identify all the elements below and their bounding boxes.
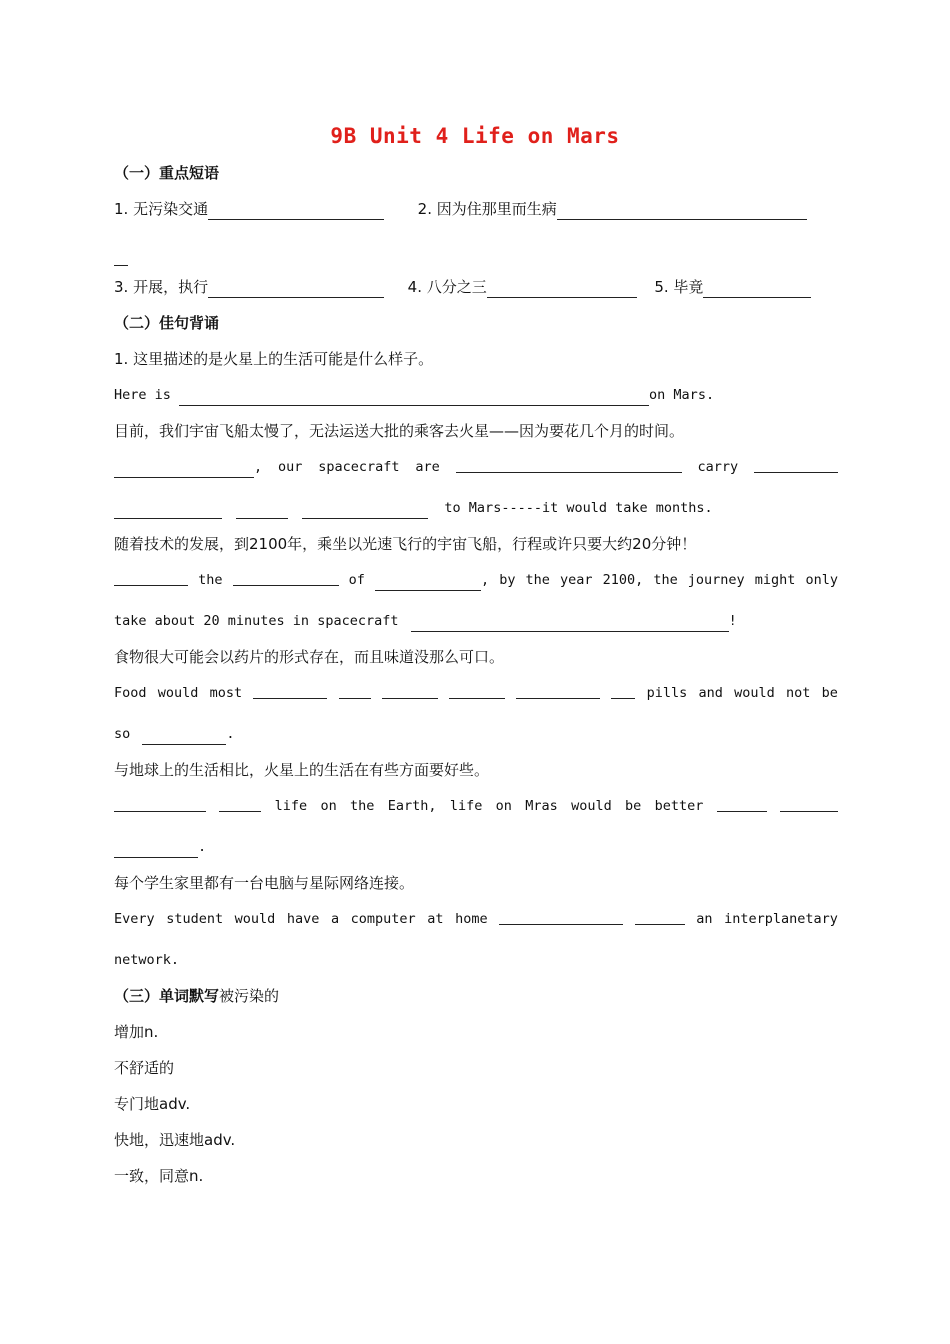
s5-text-g: Mras — [525, 798, 558, 814]
s6-text-h: home — [455, 911, 488, 927]
s4-blank-7[interactable] — [142, 728, 226, 745]
s5-text-i: be — [625, 798, 642, 814]
s4-text-f: would — [734, 685, 775, 701]
s6-blank-1[interactable] — [499, 908, 623, 925]
sentence-2-cn: 目前，我们宇宙飞船太慢了，无法运送大批的乘客去火星——因为要花几个月的时间。 — [114, 422, 685, 440]
phrase-1-label: 1. 无污染交通 — [114, 200, 209, 218]
s2-blank-6[interactable] — [302, 502, 428, 519]
phrase-4-blank[interactable] — [487, 281, 637, 298]
s2-text-f: to Mars-----it would take months. — [444, 500, 713, 516]
sentence-3-en-line1 — [114, 569, 838, 591]
s5-text-b: on — [320, 798, 337, 814]
sentence-3-cn: 随着技术的发展，到2100年，乘坐以光速飞行的宇宙飞船，行程或许只要大约20分钟！ — [114, 535, 697, 553]
phrase-1-blank[interactable] — [208, 203, 384, 220]
s4-text-b: would — [157, 685, 199, 701]
s5-blank-2[interactable] — [219, 795, 261, 812]
s3-text-j: might — [754, 572, 796, 588]
sentence-6-cn: 每个学生家里都有一台电脑与星际网络连接。 — [114, 874, 415, 892]
s2-text-b: our — [278, 459, 303, 475]
sentence-4-en-line1 — [114, 682, 838, 704]
s4-text-j: . — [226, 726, 235, 742]
phrase-row-2 — [114, 276, 838, 298]
s3-text-h: the — [653, 572, 678, 588]
section3-heading: （三）单词默写 — [114, 987, 220, 1005]
s3-blank-2[interactable] — [233, 569, 339, 586]
word-6: 一致，同意n. — [114, 1167, 204, 1185]
s3-blank-3[interactable] — [375, 574, 481, 591]
s4-text-a: Food — [114, 685, 147, 701]
s5-blank-5[interactable] — [114, 841, 198, 858]
s6-text-b: student — [166, 911, 224, 927]
s3-text-f: year — [560, 572, 593, 588]
sentence-5-cn: 与地球上的生活相比，火星上的生活在有些方面要好些。 — [114, 761, 490, 779]
s4-blank-1[interactable] — [253, 682, 327, 699]
s3-text-k: only — [805, 572, 838, 588]
s3-text-g: 2100, — [602, 572, 644, 588]
sentence-4-en-line2 — [114, 723, 838, 745]
phrase-3-label: 3. 开展，执行 — [114, 278, 209, 296]
section3-heading-row — [114, 985, 838, 1007]
section1-heading: （一）重点短语 — [114, 164, 220, 182]
s4-text-e: and — [698, 685, 723, 701]
s6-text-g: at — [427, 911, 444, 927]
s1-text-a: Here is — [114, 387, 171, 403]
phrase-4-label: 4. 八分之三 — [407, 278, 487, 296]
s4-blank-5[interactable] — [516, 682, 600, 699]
s4-blank-4[interactable] — [449, 682, 505, 699]
s4-blank-2[interactable] — [339, 682, 371, 699]
sentence-1-en — [114, 384, 838, 406]
s2-blank-1[interactable] — [114, 461, 254, 478]
s6-text-f: computer — [350, 911, 416, 927]
sentence-3-en-line2 — [114, 610, 838, 632]
s2-blank-4[interactable] — [114, 502, 222, 519]
s3-text-d: by — [499, 572, 516, 588]
s6-text-e: a — [330, 911, 340, 927]
s5-blank-3[interactable] — [717, 795, 767, 812]
s2-blank-2[interactable] — [456, 456, 682, 473]
s6-blank-2[interactable] — [635, 908, 685, 925]
s3-blank-1[interactable] — [114, 569, 188, 586]
s3-text-a: the — [198, 572, 223, 588]
s4-blank-3[interactable] — [382, 682, 438, 699]
s3-blank-4[interactable] — [411, 615, 729, 632]
phrase-row-1 — [114, 198, 838, 220]
s1-blank[interactable] — [179, 389, 649, 406]
s5-text-c: the — [350, 798, 375, 814]
s2-text-d: are — [415, 459, 440, 475]
s5-text-h: would — [571, 798, 612, 814]
word-2: 增加n. — [114, 1023, 159, 1041]
word-3: 不舒适的 — [114, 1059, 175, 1077]
sentence-4-cn: 食物很大可能会以药片的形式存在，而且味道没那么可口。 — [114, 648, 505, 666]
s6-text-i: an — [696, 911, 713, 927]
phrase-2-label: 2. 因为住那里而生病 — [417, 200, 557, 218]
phrase-5-blank[interactable] — [703, 281, 811, 298]
s6-text-a: Every — [114, 911, 155, 927]
s2-blank-5[interactable] — [236, 502, 288, 519]
s3-text-m: ! — [728, 613, 737, 629]
page-title: 9B Unit 4 Life on Mars — [330, 124, 620, 148]
phrase-2-blank[interactable] — [557, 203, 807, 220]
sentence-1-cn: 1. 这里描述的是火星上的生活可能是什么样子。 — [114, 350, 434, 368]
s3-text-e: the — [525, 572, 550, 588]
s3-text-l: take about 20 minutes in spacecraft — [114, 613, 399, 629]
s5-text-j: better — [654, 798, 704, 814]
s3-text-b: of — [348, 572, 365, 588]
s3-text-c: , — [480, 572, 490, 588]
s3-text-i: journey — [687, 572, 745, 588]
sentence-6-en-line2: network. — [114, 952, 180, 968]
word-1: 被污染的 — [219, 987, 280, 1005]
sentence-6-en-line1 — [114, 908, 838, 930]
s5-text-d: Earth, — [387, 798, 437, 814]
s4-text-h: be — [821, 685, 838, 701]
s4-text-c: most — [209, 685, 243, 701]
phrase-3-blank[interactable] — [208, 281, 384, 298]
s5-text-e: life — [449, 798, 483, 814]
s2-text-a: , — [254, 459, 263, 475]
s4-text-d: pills — [646, 685, 688, 701]
word-4: 专门地adv. — [114, 1095, 191, 1113]
phrase-2-overflow — [114, 244, 838, 266]
s6-text-d: have — [286, 911, 320, 927]
s5-text-f: on — [495, 798, 512, 814]
s5-text-k: . — [198, 839, 207, 855]
s1-text-b: on Mars. — [649, 387, 715, 403]
sentence-2-en-line1 — [114, 456, 838, 478]
phrase-5-label: 5. 毕竟 — [654, 278, 704, 296]
word-5: 快地，迅速地adv. — [114, 1131, 236, 1149]
s6-text-j: interplanetary — [724, 911, 838, 927]
s2-text-c: spacecraft — [318, 459, 400, 475]
s6-text-c: would — [234, 911, 276, 927]
phrase-2-blank-cont[interactable] — [114, 249, 128, 266]
sentence-5-en-line1 — [114, 795, 838, 817]
s5-blank-4[interactable] — [780, 795, 838, 812]
s2-text-e: carry — [697, 459, 739, 475]
s4-blank-6[interactable] — [611, 682, 635, 699]
s4-text-g: not — [785, 685, 811, 701]
s5-blank-1[interactable] — [114, 795, 206, 812]
section2-heading: （二）佳句背诵 — [114, 314, 220, 332]
s2-blank-3[interactable] — [754, 456, 838, 473]
s4-text-i: so — [114, 726, 131, 742]
sentence-5-en-line2 — [114, 836, 838, 858]
s5-text-a: life — [274, 798, 308, 814]
sentence-2-en-line2 — [114, 497, 838, 519]
